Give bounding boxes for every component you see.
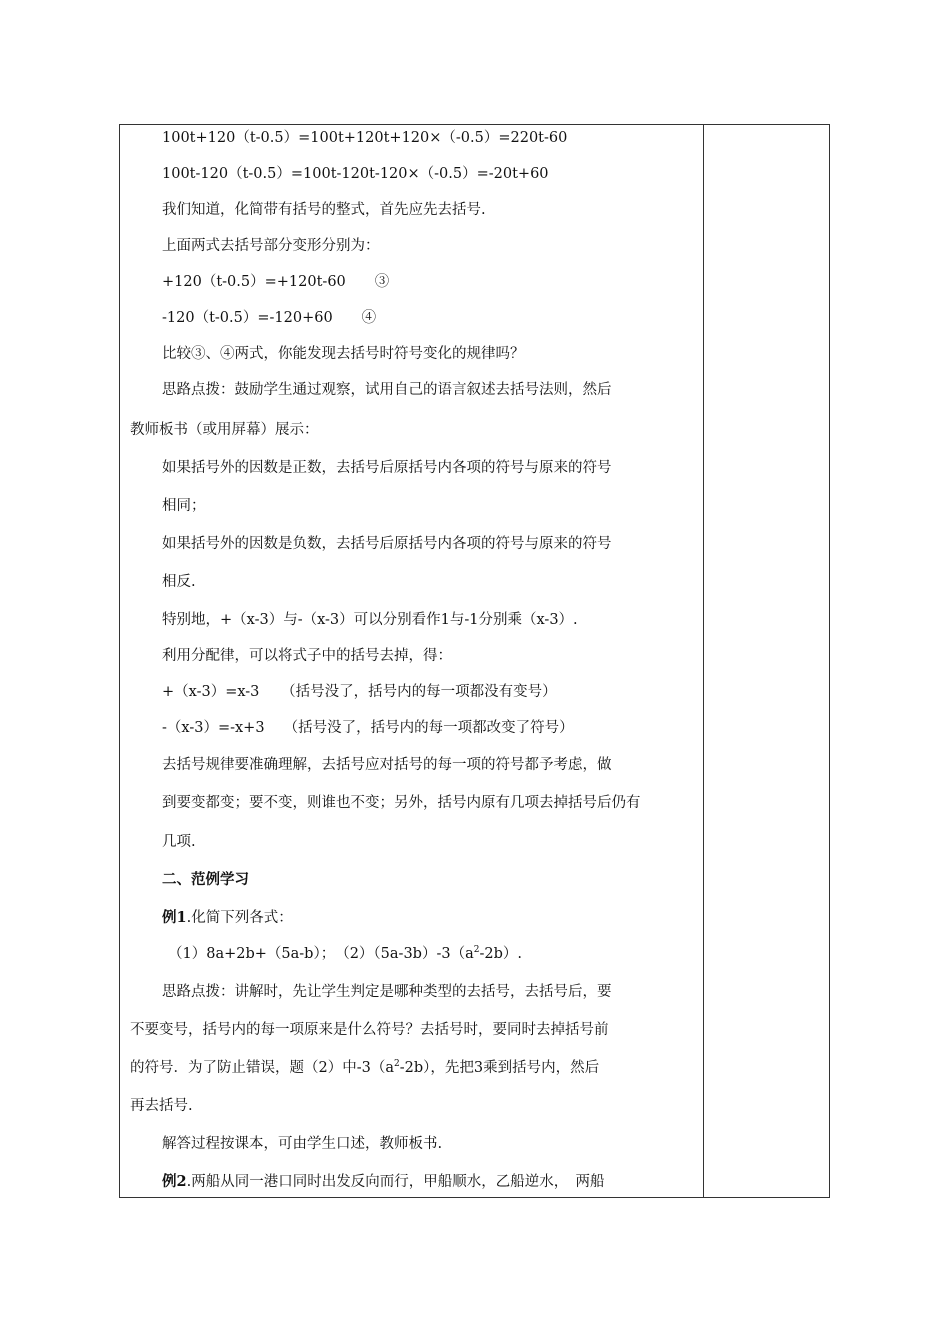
text-line: 几项. xyxy=(162,834,196,850)
text-line: 比较③、④两式，你能发现去括号时符号变化的规律吗？ xyxy=(162,346,525,362)
text-line: 去括号规律要准确理解，去括号应对括号的每一项的符号都予考虑，做 xyxy=(162,757,612,773)
text-line: 思路点拨：讲解时，先让学生判定是哪种类型的去括号，去括号后，要 xyxy=(162,984,612,1000)
equation-line: 100t+120（t-0.5）=100t+120t+120×（-0.5）=220t-60 xyxy=(162,130,568,146)
text-line: 上面两式去括号部分变形分别为： xyxy=(162,238,380,254)
text-line: 教师板书（或用屏幕）展示： xyxy=(130,422,319,438)
text-line: 特别地，+（x-3）与-（x-3）可以分别看作1与-1分别乘（x-3）. xyxy=(162,612,578,628)
rule-line: 相反. xyxy=(162,574,196,590)
text-line: 利用分配律，可以将式子中的括号去掉，得： xyxy=(162,648,452,664)
rule-line: 如果括号外的因数是负数，去括号后原括号内各项的符号与原来的符号 xyxy=(162,536,612,552)
text-line: 思路点拨：鼓励学生通过观察，试用自己的语言叙述去括号法则，然后 xyxy=(162,382,612,398)
equation-line: +120（t-0.5）=+120t-60 ③ xyxy=(162,274,390,290)
example-text: .两船从同一港口同时出发反向而行，甲船顺水，乙船逆水， 两船 xyxy=(186,1174,605,1190)
example-label: 例2 xyxy=(162,1173,187,1190)
equation-line: -（x-3）=-x+3 （括号没了，括号内的每一项都改变了符号） xyxy=(162,720,574,736)
example-text: .化简下列各式： xyxy=(186,910,293,926)
equation-line: +（x-3）=x-3 （括号没了，括号内的每一项都没有变号） xyxy=(162,684,557,700)
text-line: 不要变号，括号内的每一项原来是什么符号？去括号时，要同时去掉括号前 xyxy=(130,1022,609,1038)
text-line: 再去括号. xyxy=(130,1098,193,1114)
text-line: 解答过程按课本，可由学生口述，教师板书. xyxy=(162,1136,443,1152)
example-2-heading xyxy=(162,1172,604,1192)
section-heading: 二、范例学习 xyxy=(162,871,249,888)
text-line: 我们知道，化简带有括号的整式，首先应先去括号. xyxy=(162,202,486,218)
equation-line: -120（t-0.5）=-120+60 ④ xyxy=(162,310,377,326)
equation-line: （1）8a+2b+（5a-b）； $(2)(5a-3b)-3(a^2-2b)$. xyxy=(168,945,522,962)
rule-line: 相同； xyxy=(162,498,206,514)
text-line: 的符号．为了防止错误，题（2）中$-3(a^2-2b)$，先把3乘到括号内，然后 xyxy=(130,1059,600,1076)
example-1-heading xyxy=(162,908,293,928)
table-column-divider xyxy=(703,124,704,1198)
equation-line: 100t-120（t-0.5）=100t-120t-120×（-0.5）=-20t+60 xyxy=(162,166,549,182)
example-label: 例1 xyxy=(162,909,187,926)
rule-line: 如果括号外的因数是正数，去括号后原括号内各项的符号与原来的符号 xyxy=(162,460,612,476)
text-line: 到要变都变；要不变，则谁也不变；另外，括号内原有几项去掉括号后仍有 xyxy=(162,795,641,811)
